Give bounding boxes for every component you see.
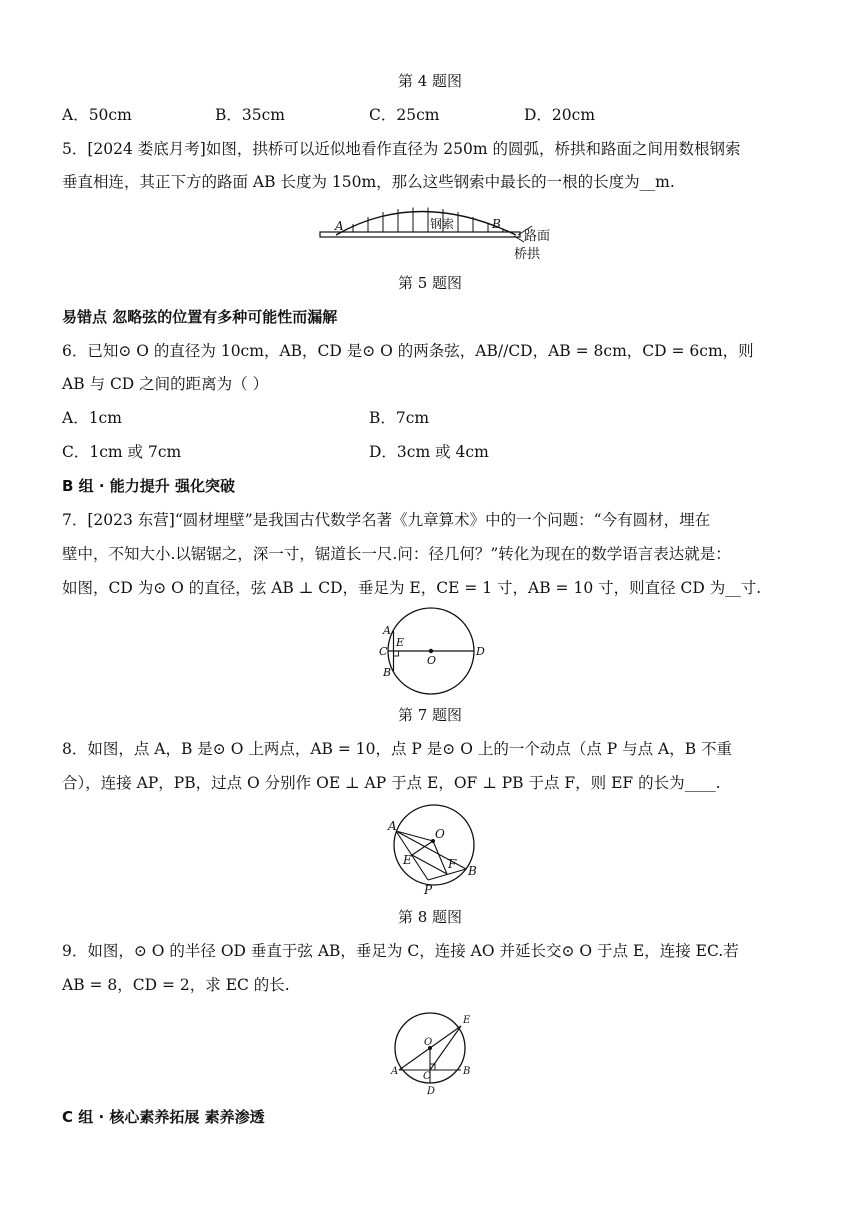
q8-circle-figure: [384, 808, 484, 898]
q6-option-a: A．1cm: [62, 409, 122, 427]
q7-label-a: A: [383, 624, 391, 637]
q9-line-2: AB = 8，CD = 2，求 EC 的长.: [62, 976, 290, 994]
q8-label-o: O: [435, 827, 445, 841]
section-error-prone: 易错点 忽略弦的位置有多种可能性而漏解: [62, 308, 338, 326]
q7-line-1: 7．[2023 东营]“圆材埋壁”是我国古代数学名著《九章算术》中的一个问题：“今有圆材，埋在: [62, 511, 711, 529]
q5-label-cable: 钢索: [430, 217, 455, 231]
q7-label-b: B: [383, 666, 392, 679]
q5-label-b: B: [492, 217, 501, 231]
section-c-heading: C 组 · 核心素养拓展 素养渗透: [62, 1108, 265, 1126]
q8-line-2: 合），连接 AP，PB，过点 O 分别作 OE ⊥ AP 于点 E，OF ⊥ PB 于点 F，则 EF 的长为____.: [62, 774, 721, 792]
section-b-heading: B 组 · 能力提升 强化突破: [62, 477, 236, 495]
q8-label-a: A: [388, 819, 397, 833]
q5-label-arch: 桥拱: [514, 247, 541, 262]
q7-label-o: O: [427, 654, 437, 667]
q7-circle-figure: [378, 614, 498, 700]
q5-label-road: 路面: [524, 229, 551, 244]
q4-option-d: D．20cm: [524, 106, 596, 124]
q9-label-e: E: [463, 1015, 471, 1026]
q8-line-1: 8．如图，点 A，B 是⊙ O 上两点，AB = 10，点 P 是⊙ O 上的一个动点（点 P 与点 A，B 不重: [62, 740, 733, 758]
q8-label-p: P: [424, 883, 433, 897]
fig4-caption: 第 4 题图: [397, 72, 463, 90]
q8-label-b: B: [468, 864, 477, 878]
q4-option-c: C．25cm: [369, 106, 440, 124]
q5-line-1: 5．[2024 娄底月考]如图，拱桥可以近似地看作直径为 250m 的圆弧，桥拱和路面之间用数根钢索: [62, 140, 741, 158]
q7-line-3: 如图，CD 为⊙ O 的直径，弦 AB ⊥ CD，垂足为 E，CE = 1 寸，AB = 10 寸，则直径 CD 为__寸.: [62, 579, 762, 597]
q4-option-b: B．35cm: [215, 106, 285, 124]
q7-label-c: C: [379, 645, 388, 658]
q7-line-2: 壁中，不知大小.以锯锯之，深一寸，锯道长一尺.问：径几何？”转化为现在的数学语言表达就是：: [62, 545, 731, 563]
fig7-caption: 第 7 题图: [397, 706, 463, 724]
q8-label-e: E: [403, 853, 412, 867]
q6-option-b: B．7cm: [369, 409, 430, 427]
q6-line-2: AB 与 CD 之间的距离为（ ）: [62, 375, 269, 393]
q9-circle-figure: [388, 1008, 488, 1098]
q7-label-d: D: [476, 645, 485, 658]
q7-label-e: E: [396, 636, 405, 649]
q9-line-1: 9．如图，⊙ O 的半径 OD 垂直于弦 AB，垂足为 C，连接 AO 并延长交⊙ O 于点 E，连接 EC.若: [62, 942, 739, 960]
fig5-caption: 第 5 题图: [397, 274, 463, 292]
q9-label-o: O: [424, 1037, 433, 1048]
q4-option-a: A．50cm: [62, 106, 132, 124]
q5-line-2: 垂直相连，其正下方的路面 AB 长度为 150m，那么这些钢索中最长的一根的长度为__m.: [62, 173, 675, 191]
q8-label-f: F: [448, 857, 457, 871]
q9-label-a: A: [391, 1066, 399, 1077]
q6-line-1: 6．已知⊙ O 的直径为 10cm，AB，CD 是⊙ O 的两条弦，AB//CD，AB = 8cm，CD = 6cm，则: [62, 342, 754, 360]
q6-option-c: C．1cm 或 7cm: [62, 443, 182, 461]
fig8-caption: 第 8 题图: [397, 908, 463, 926]
q9-label-b: B: [463, 1066, 471, 1077]
q9-label-d: D: [427, 1086, 436, 1097]
q5-bridge-figure: [318, 198, 558, 264]
q9-label-c: C: [423, 1071, 431, 1082]
q6-option-d: D．3cm 或 4cm: [369, 443, 489, 461]
q5-label-a: A: [335, 219, 344, 233]
